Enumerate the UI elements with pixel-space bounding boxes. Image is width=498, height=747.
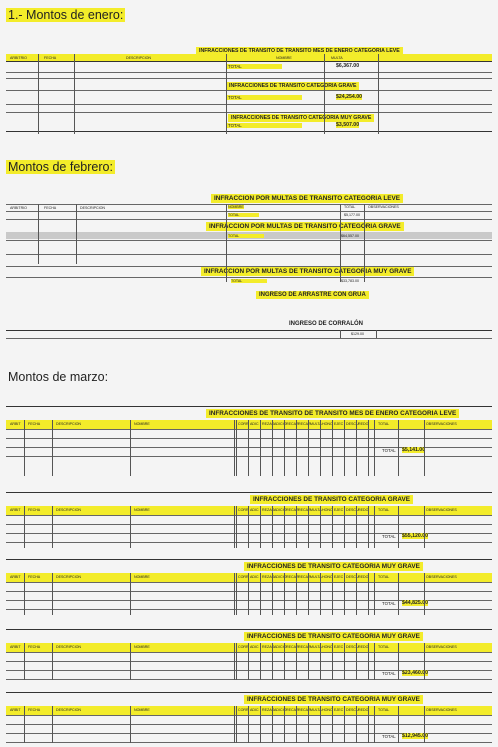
march-table [6,559,492,619]
march-table-header: INFRACCIONES DE TRANSITO DE TRANSITO MES DE ENERO CATEGORIA LEVE [206,409,459,418]
col-arbitrio: ARBITRIO [10,206,27,210]
col-nombre: NOMBRE [134,645,150,649]
col-multa: MULTA [310,645,322,649]
col-fecha: FECHA [28,508,41,512]
march-table [6,629,492,684]
col-fecha: FECHA [28,645,41,649]
col-redo: REDO [358,645,369,649]
january-leve-total-label: TOTAL [226,64,282,69]
col-corr: CORR [238,645,249,649]
february-grave-total-label: TOTAL [228,234,264,238]
february-leve-total: $5,177.00 [344,213,360,217]
col-fecha: FECHA [28,708,41,712]
col-arbitrio: ARBIT [10,575,21,579]
col-rezag: REZAG [262,422,275,426]
february-grave-total: $64,557.00 [341,234,359,238]
march-total-label: TOTAL [382,734,396,739]
march-table-header: INFRACCIONES DE TRANSITO CATEGORIA GRAVE [250,495,413,504]
march-table [6,692,492,747]
february-leve-total-label: TOTAL [228,213,259,217]
col-redo: REDO [358,508,369,512]
col-fecha: FECHA [28,422,41,426]
col-recar: RECAR [286,575,299,579]
col-adicio: ADICIO [274,422,287,426]
march-table-header: INFRACCIONES DE TRANSITO CATEGORIA MUY GRAVE [244,695,423,704]
february-muy-grave-header: INFRACCION POR MULTAS DE TRANSITO CATEGORIA MUY GRAVE [201,267,414,276]
col-recar2: RECAR [298,645,311,649]
col-descripcion: DESCRIPCION [56,708,81,712]
col-ejec: EJEC [334,422,344,426]
col-hono: HONO [322,645,333,649]
col-descripcion: DESCRIPCION [80,206,105,210]
col-observaciones: OBSERVACIONES [368,205,399,209]
col-recar2: RECAR [298,575,311,579]
col-descu: DESCU [346,645,359,649]
col-multa: MULTA [310,575,322,579]
col-nombre: NOMBRE [134,508,150,512]
march-total-label: TOTAL [382,671,396,676]
january-grave-total-label: TOTAL [226,95,302,100]
march-total-label: TOTAL [382,448,396,453]
col-hono: HONO [322,508,333,512]
col-adic: ADIC [250,645,259,649]
march-total-label: TOTAL [382,534,396,539]
march-table [6,492,492,552]
col-descripcion: DESCRIPCION [56,575,81,579]
january-title: 1.- Montos de enero: [8,8,124,22]
col-recar: RECAR [286,508,299,512]
col-observaciones: OBSERVACIONES [426,508,457,512]
january-grave-header: INFRACCIONES DE TRANSITO CATEGORIA GRAVE [226,82,359,90]
col-rezag: REZAG [262,508,275,512]
col-recar: RECAR [286,422,299,426]
col-total: TOTAL [378,422,390,426]
col-rezag: REZAG [262,575,275,579]
march-total: $12,945.00 [402,733,428,739]
march-total: $55,120.00 [402,533,428,539]
col-descu: DESCU [346,575,359,579]
col-observaciones: OBSERVACIONES [426,645,457,649]
col-descu: DESCU [346,422,359,426]
col-redo: REDO [358,708,369,712]
col-fecha: FECHA [28,575,41,579]
col-arbitrio: ARBIT [10,708,21,712]
february-title: Montos de febrero: [8,160,113,174]
january-leve-header: INFRACCIONES DE TRANSITO DE TRANSITO MES DE ENERO CATEGORIA LEVE [196,47,403,55]
col-recar2: RECAR [298,508,311,512]
col-recar: RECAR [286,645,299,649]
col-descu: DESCU [346,708,359,712]
col-corr: CORR [238,422,249,426]
col-adic: ADIC [250,508,259,512]
february-arrastre-header: INGRESO DE ARRASTRE CON GRUA [256,291,369,299]
march-total-label: TOTAL [382,601,396,606]
col-multa: MULTA [310,708,322,712]
col-multa: MULTA [331,56,343,60]
january-grave-total: $24,254.00 [336,94,362,100]
january-muy-grave-total-label: TOTAL [226,123,302,128]
col-descu: DESCU [346,508,359,512]
january-muy-grave-total: $3,507.00 [336,122,360,128]
march-total: $23,460.00 [402,670,428,676]
col-adicio: ADICIO [274,708,287,712]
col-redo: REDO [358,575,369,579]
january-muy-grave-header: INFRACCIONES DE TRANSITO CATEGORIA MUY GRAVE [228,114,374,122]
col-arbitrio: ARBIT [10,645,21,649]
col-rezag: REZAG [262,708,275,712]
march-total: $44,825.00 [402,600,428,606]
col-hono: HONO [322,708,333,712]
col-ejec: EJEC [334,575,344,579]
february-muy-grave-total: $33,783.00 [341,279,359,283]
col-observaciones: OBSERVACIONES [426,575,457,579]
col-observaciones: OBSERVACIONES [426,708,457,712]
col-multa: MULTA [310,422,322,426]
col-nombre: NOMBRE [134,422,150,426]
col-nombre: NOMBRE [134,708,150,712]
february-table [6,192,492,342]
february-leve-header: INFRACCION POR MULTAS DE TRANSITO CATEGORIA LEVE [211,194,403,203]
col-hono: HONO [322,575,333,579]
col-total: TOTAL [378,575,390,579]
col-hono: HONO [322,422,333,426]
col-observaciones: OBSERVACIONES [426,422,457,426]
col-nombre: NOMBRE [228,205,244,209]
col-total: TOTAL [378,508,390,512]
col-arbitrio: ARBIT [10,508,21,512]
february-corralon-total: $129.00 [351,332,364,336]
col-arbitrio: ARBITRIO [10,56,27,60]
col-descripcion: DESCRIPCION [126,56,151,60]
february-grave-header: INFRACCION POR MULTAS DE TRANSITO CATEGORIA GRAVE [206,222,404,231]
col-total: TOTAL [344,205,356,209]
march-title: Montos de marzo: [8,370,109,384]
col-ejec: EJEC [334,645,344,649]
col-corr: CORR [238,708,249,712]
march-table-header: INFRACCIONES DE TRANSITO CATEGORIA MUY GRAVE [244,632,423,641]
col-fecha: FECHA [44,206,57,210]
col-adic: ADIC [250,575,259,579]
col-corr: CORR [238,575,249,579]
col-descripcion: DESCRIPCION [56,422,81,426]
march-table [6,406,492,480]
col-adicio: ADICIO [274,575,287,579]
march-total: $5,141.00 [402,447,426,453]
col-rezag: REZAG [262,645,275,649]
february-corralon-header: INGRESO DE CORRALÓN [289,321,364,327]
march-table-header: INFRACCIONES DE TRANSITO CATEGORIA MUY GRAVE [244,562,423,571]
col-descripcion: DESCRIPCION [56,645,81,649]
col-ejec: EJEC [334,708,344,712]
col-nombre: NOMBRE [276,56,292,60]
col-adic: ADIC [250,422,259,426]
col-recar: RECAR [286,708,299,712]
col-adicio: ADICIO [274,508,287,512]
col-adicio: ADICIO [274,645,287,649]
col-multa: MULTA [310,508,322,512]
col-corr: CORR [238,508,249,512]
col-total: TOTAL [378,708,390,712]
col-ejec: EJEC [334,508,344,512]
col-recar2: RECAR [298,708,311,712]
col-adic: ADIC [250,708,259,712]
january-leve-total: $6,367.00 [336,63,360,69]
col-arbitrio: ARBIT [10,422,21,426]
col-nombre: NOMBRE [134,575,150,579]
col-descripcion: DESCRIPCION [56,508,81,512]
col-redo: REDO [358,422,369,426]
col-fecha: FECHA [44,56,57,60]
january-table [6,44,492,134]
col-recar2: RECAR [298,422,311,426]
col-total: TOTAL [378,645,390,649]
february-muy-grave-total-label: TOTAL [231,279,267,283]
